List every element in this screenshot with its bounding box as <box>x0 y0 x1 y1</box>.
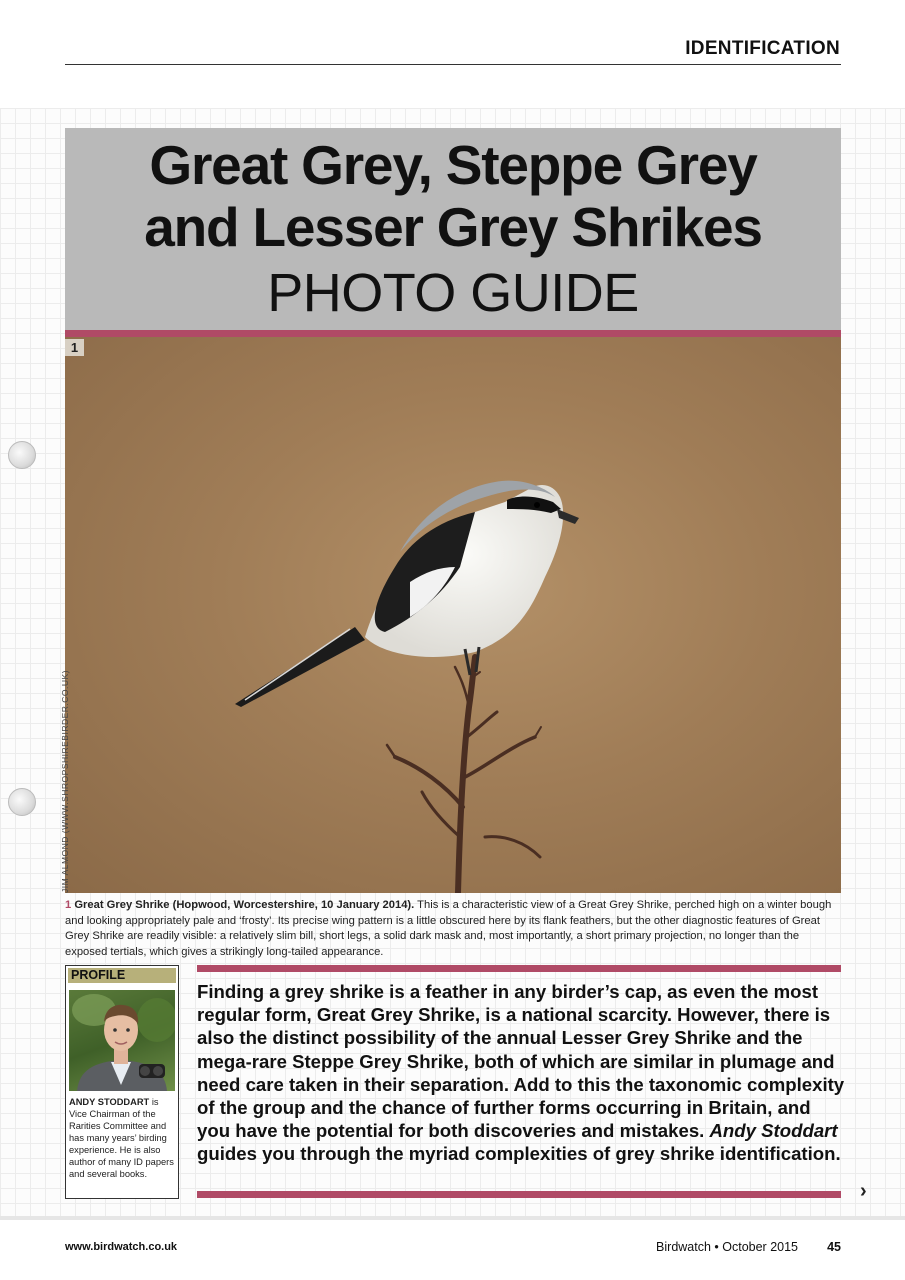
title-box <box>65 128 841 330</box>
caption-body: This is a characteristic view of a Great Grey Shrike, perched high on a winter bough and looking appropriately pale and ‘frosty’. Its precise wing pattern is a little obscured here by its flank feathers, but the other diagnostic features of Great Grey Shrike are readily visible: a relatively slim bill, short legs, a solid dark mask and, most importantly, a short primary projection, no longer than the exposed tertials, which gives a strikingly long-tailed appearance. <box>65 899 832 958</box>
intro-author: Andy Stoddart <box>709 1120 838 1142</box>
profile-name: ANDY STODDART <box>69 1097 150 1107</box>
profile-heading: PROFILE <box>68 968 176 983</box>
caption-number: 1 <box>65 899 72 911</box>
intro-text: Finding a grey shrike is a feather in any birder’s cap, as even the most regular form, Great Grey Shrike, is a national scarcity. However, there is also the distinct possibility of the annual Lesser Grey Shrike and the mega-rare Steppe Grey Shrike, both of which are similar in plumage and need care taken in their separation. Add to this the taxonomic complexity of the group and the chance of further forms occurring in Britain, and you have the potential for both discoveries and mistakes. <box>197 981 845 1142</box>
punch-hole-top <box>8 441 36 469</box>
profile-bio-text: is Vice Chairman of the Rarities Committee and has many years’ birding experience. He is also author of many ID papers and several books. <box>69 1097 174 1179</box>
author-portrait <box>69 990 175 1091</box>
intro-text-end: guides you through the myriad complexities of grey shrike identification. <box>197 1143 841 1165</box>
caption-title: Great Grey Shrike (Hopwood, Worcestershire, 10 January 2014). <box>74 899 415 911</box>
punch-hole-bottom <box>8 788 36 816</box>
title-underline <box>65 330 841 337</box>
footer-magazine-issue: Birdwatch • October 2015 <box>656 1240 798 1254</box>
photo-credit: JIM ALMOND (WWW.SHROPSHIREBIRDER.CO.UK) <box>60 669 70 893</box>
bottom-band <box>0 1216 905 1220</box>
intro-standfirst <box>197 980 845 1166</box>
intro-bottom-rule <box>197 1191 841 1198</box>
footer-url[interactable]: www.birdwatch.co.uk <box>65 1241 178 1253</box>
shrike-photo <box>65 337 841 893</box>
shrike-illustration <box>65 337 841 893</box>
header-rule <box>65 64 841 65</box>
title-line-1: Great Grey, Steppe Grey <box>149 134 757 196</box>
author-photo <box>69 990 175 1091</box>
photo-number-badge: 1 <box>65 339 84 356</box>
profile-box <box>65 965 179 1199</box>
profile-bio <box>69 1096 175 1180</box>
chevron-right-icon[interactable]: › <box>860 1180 867 1202</box>
section-label: IDENTIFICATION <box>685 38 840 59</box>
photo-caption <box>65 898 841 960</box>
intro-top-rule <box>197 965 841 972</box>
footer-page-number: 45 <box>827 1240 841 1254</box>
title-line-2: and Lesser Grey Shrikes <box>144 196 762 258</box>
title-subtitle: PHOTO GUIDE <box>267 263 639 323</box>
